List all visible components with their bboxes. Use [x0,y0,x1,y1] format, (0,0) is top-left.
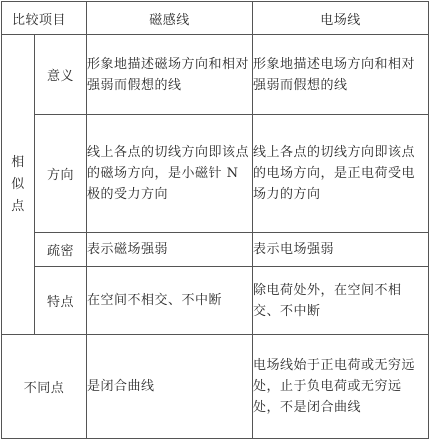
row-characteristics [2,267,429,335]
header-item: 比较项目 [2,2,87,35]
electric-differences: 电场线始于正电荷或无穷远处，止于负电荷或无穷远处，不是闭合曲线 [253,335,429,439]
magnetic-characteristics: 在空间不相交、不中断 [87,267,253,335]
row-density [2,233,429,267]
magnetic-differences: 是闭合曲线 [87,335,253,439]
row-label-density: 疏密 [35,233,87,267]
row-meaning [2,35,429,115]
header-electric: 电场线 [253,2,429,35]
similarities-label-cell [2,35,35,335]
magnetic-meaning: 形象地描述磁场方向和相对强弱而假想的线 [87,35,253,115]
similarities-label: 相似点 [11,154,25,214]
header-row [2,2,429,35]
header-magnetic: 磁感线 [87,2,253,35]
magnetic-direction: 线上各点的切线方向即该点的磁场方向，是小磁针 N 极的受力方向 [87,115,253,233]
electric-meaning: 形象地描述电场方向和相对强弱而假想的线 [253,35,429,115]
electric-characteristics: 除电荷处外，在空间不相交、不中断 [253,267,429,335]
row-label-direction: 方向 [35,115,87,233]
row-direction [2,115,429,233]
row-differences [2,335,429,439]
magnetic-density: 表示磁场强弱 [87,233,253,267]
electric-density: 表示电场强弱 [253,233,429,267]
row-label-meaning: 意义 [35,35,87,115]
differences-label: 不同点 [2,335,87,439]
comparison-table [1,1,429,439]
row-label-characteristics: 特点 [35,267,87,335]
electric-direction: 线上各点的切线方向即该点的电场方向，是正电荷受电场力的方向 [253,115,429,233]
